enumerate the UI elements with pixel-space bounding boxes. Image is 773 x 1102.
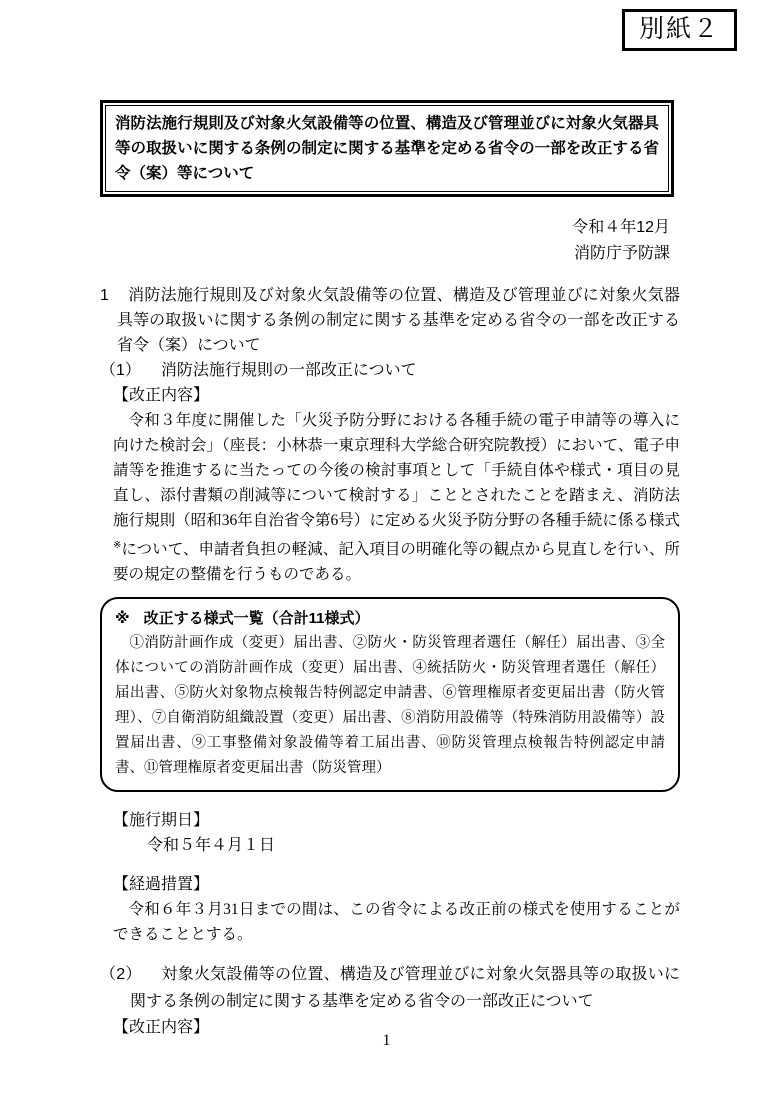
transitional-measures-label: 【経過措置】 <box>113 876 210 893</box>
date-block <box>100 215 680 267</box>
attachment-label: 別紙２ <box>638 15 720 43</box>
section1-sub2-heading <box>100 961 680 1015</box>
document-title: 消防法施行規則及び対象火気設備等の位置、構造及び管理並びに対象火気器具等の取扱いに関する条例の制定に関する基準を定める省令の一部を改正する省令（案）等について <box>105 105 669 192</box>
page-number: 1 <box>382 1032 391 1049</box>
section1-sub1-heading <box>100 358 680 383</box>
section1-sub2-label: （2） <box>100 966 142 983</box>
note-box-body: ①消防計画作成（変更）届出書、②防火・防災管理者選任（解任）届出書、③全体についての消防計画作成（変更）届出書、④統括防火・防災管理者選任（解任）届出書、⑤防火対象物点検報告特例認定申請書、⑥管理権原者変更届出書（防火管理）、⑦自衛消防組織設置（変更）届出書、⑧消防用設備等（特殊消防用設備等）設置届出書、⑨工事整備対象設備等着工届出書、⑩防災管理点検報告特例認定申請書、⑪管理権原者変更届出書（防災管理） <box>115 635 665 776</box>
title-box <box>100 100 674 197</box>
document-department: 消防庁予防課 <box>573 245 670 262</box>
sub1-content-label: 【改正内容】 <box>113 387 210 404</box>
section1-heading <box>100 283 680 358</box>
note-box-heading-text: 改正する様式一覧（合計11様式） <box>143 610 370 627</box>
section1-heading-text: 消防法施行規則及び対象火気設備等の位置、構造及び管理並びに対象火気器具等の取扱いに関する条例の制定に関する基準を定める省令の一部を改正する省令（案）について <box>117 287 680 354</box>
section1-sub1-label: （1） <box>100 362 141 379</box>
section1-sub1-heading-text: 消防法施行規則の一部改正について <box>160 362 417 379</box>
effective-date-value: 令和５年４月１日 <box>147 837 276 854</box>
sub1-body-part2: について、申請者負担の軽減、記入項目の明確化等の観点から見直しを行い、所要の規定の整備を行うものである。 <box>113 541 680 583</box>
note-reference-marker: ※ <box>113 540 122 551</box>
section1-number: 1 <box>100 287 109 304</box>
section1-sub2-heading-text: 対象火気設備等の位置、構造及び管理並びに対象火気器具等の取扱いに関する条例の制定に関する基準を定める省令の一部改正について <box>130 966 680 1010</box>
attachment-label-box <box>622 9 737 51</box>
document-date: 令和４年12月 <box>572 219 670 236</box>
note-box-heading <box>115 606 665 631</box>
sub1-body-paragraph <box>113 408 680 587</box>
transitional-measures-body: 令和６年３月31日までの間は、この省令による改正前の様式を使用することができることとする。 <box>113 901 680 943</box>
sub2-content-label: 【改正内容】 <box>113 1019 210 1036</box>
sub1-body-part1: 令和３年度に開催した「火災予防分野における各種手続の電子申請等の導入に向けた検討会」（座長：小林恭一東京理科大学総合研究院教授）において、電子申請等を推進するに当たっての今後の検討事項として「手続自体や様式・項目の見直し、添付書類の削減等について検討する」こととされたことを踏まえ、消防法施行規則（昭和36年自治省令第6号）に定める火災予防分野の各種手続に係る様式 <box>113 412 680 529</box>
effective-date-label: 【施行期日】 <box>113 812 210 829</box>
forms-list-note-box <box>100 597 680 792</box>
note-box-marker: ※ <box>115 610 130 627</box>
